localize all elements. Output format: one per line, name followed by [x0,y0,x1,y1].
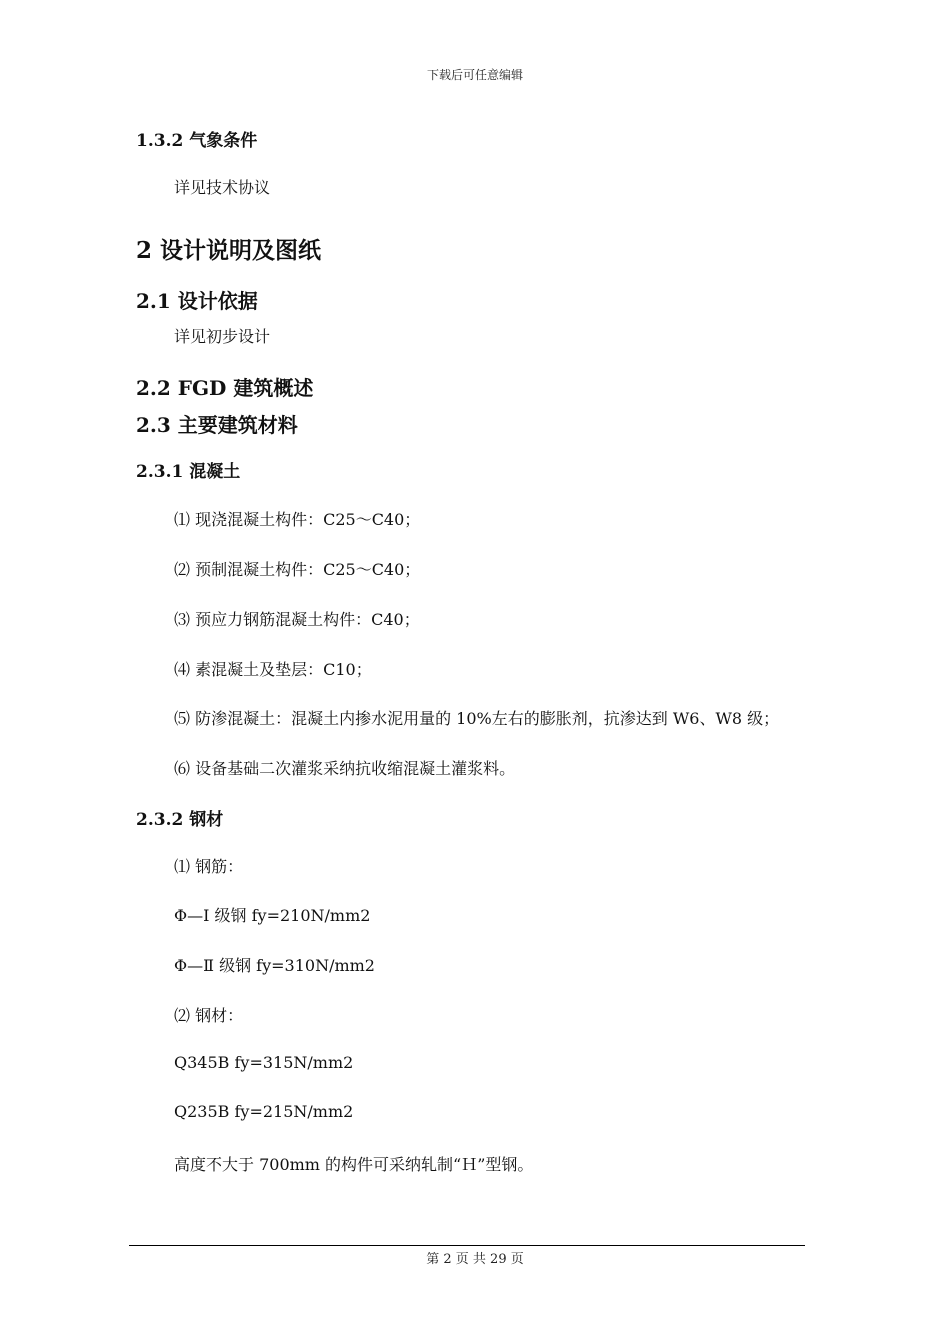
list-item: 高度不大于 700mm 的构件可采纳轧制“Ｈ”型钢。 [174,1155,534,1174]
list-item: Φ—Ⅰ 级钢 fy=210N/mm2 [174,906,371,925]
paragraph-1-3-2: 详见技术协议 [174,178,271,197]
heading-2: 2 设计说明及图纸 [136,237,322,264]
heading-2-3-1: 2.3.1 混凝土 [136,462,241,482]
list-item: Φ—Ⅱ 级钢 fy=310N/mm2 [174,956,375,975]
list-item: ⑴ 钢筋： [174,857,244,876]
list-item: ⑶ 预应力钢筋混凝土构件：C40； [174,610,420,629]
list-item: Q345B fy=315N/mm2 [174,1053,354,1072]
list-item: ⑵ 钢材： [174,1006,244,1025]
heading-2-3-2: 2.3.2 钢材 [136,810,224,830]
page-header: 下载后可任意编辑 [426,68,523,82]
heading-1-3-2: 1.3.2 气象条件 [136,131,258,151]
list-item: ⑸ 防渗混凝土：混凝土内掺水泥用量的 10%左右的膨胀剂，抗渗达到 W6、W8 级； [174,709,780,728]
heading-2-3: 2.3 主要建筑材料 [136,413,298,437]
list-item: ⑵ 预制混凝土构件：C25～C40； [174,560,421,579]
list-item: ⑴ 现浇混凝土构件：C25～C40； [174,510,421,529]
paragraph-2-1: 详见初步设计 [174,327,271,346]
list-item: Q235B fy=215N/mm2 [174,1102,354,1121]
list-item: ⑹ 设备基础二次灌浆采纳抗收缩混凝土灌浆料。 [174,759,516,778]
page-footer: 第 2 页 共 29 页 [426,1252,524,1267]
footer-divider [129,1245,805,1246]
list-item: ⑷ 素混凝土及垫层：C10； [174,660,372,679]
heading-2-1: 2.1 设计依据 [136,289,258,313]
heading-2-2: 2.2 FGD 建筑概述 [136,376,314,400]
